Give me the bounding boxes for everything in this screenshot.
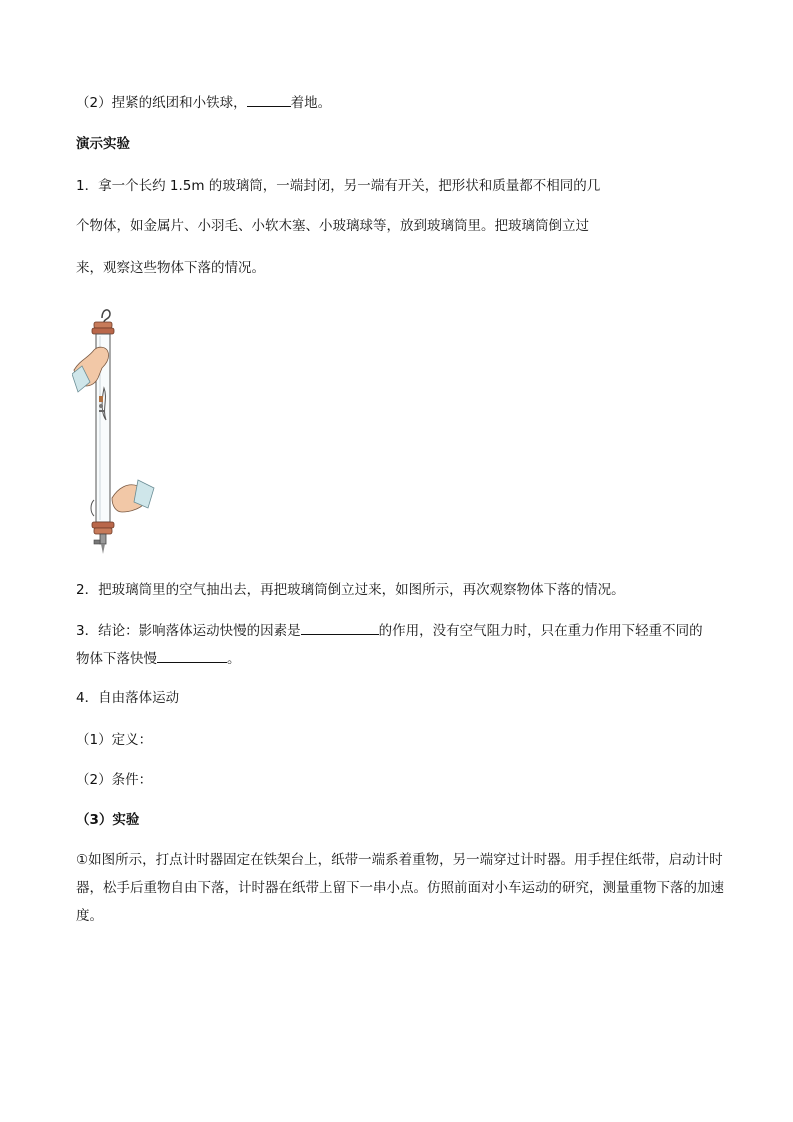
hook-shape <box>102 310 110 322</box>
valve-stem-shape <box>100 534 106 544</box>
item-3-line-2-suffix: 。 <box>227 651 241 667</box>
item-3-prefix: 3．结论：影响落体运动快慢的因素是 <box>76 623 301 639</box>
answer-blank-3[interactable] <box>157 648 227 663</box>
item-4-1: （1）定义： <box>76 732 153 748</box>
glass-tube-illustration <box>72 302 162 560</box>
top-cap-shape <box>94 322 112 328</box>
answer-blank-1[interactable] <box>247 92 291 107</box>
metal-piece-shape <box>99 410 104 412</box>
bottom-cap-shape <box>92 522 114 528</box>
item-3-line-2-prefix: 物体下落快慢 <box>76 651 157 667</box>
cork-shape <box>99 396 103 402</box>
item-3-line-1 <box>76 620 703 641</box>
item-1-line-3: 来，观察这些物体下落的情况。 <box>76 260 265 276</box>
rope-shape <box>91 500 94 516</box>
question-2-line <box>76 92 331 113</box>
experiment-paragraph: ①如图所示，打点计时器固定在铁架台上，纸带一端系着重物，另一端穿过计时器。用手捏住纸带，启动计时器，松手后重物自由下落，计时器在纸带上留下一串小点。仿照前面对小车运动的研究，测量重物下落的加速度。 <box>76 852 724 924</box>
question-2-prefix: （2）捏紧的纸团和小铁球， <box>76 95 247 111</box>
bottom-cap-base-shape <box>94 528 112 534</box>
item-1-line-1: 1．拿一个长约 1.5m 的玻璃筒，一端封闭，另一端有开关，把形状和质量都不相同的几 <box>76 178 601 194</box>
glass-ball-shape <box>99 404 103 408</box>
item-3-line-2 <box>76 648 241 669</box>
item-3-middle: 的作用，没有空气阻力时，只在重力作用下轻重不同的 <box>378 623 703 639</box>
item-4-2: （2）条件： <box>76 772 153 788</box>
item-4-3: （3）实验 <box>76 812 140 828</box>
question-2-suffix: 着地。 <box>290 95 332 111</box>
item-4: 4．自由落体运动 <box>76 690 180 706</box>
answer-blank-2[interactable] <box>301 620 379 635</box>
item-1-line-2: 个物体，如金属片、小羽毛、小软木塞、小玻璃球等，放到玻璃筒里。把玻璃筒倒立过 <box>76 218 589 234</box>
demo-heading: 演示实验 <box>76 136 130 152</box>
top-cap-base-shape <box>92 328 114 334</box>
valve-tip-shape <box>101 544 105 554</box>
item-2: 2．把玻璃筒里的空气抽出去，再把玻璃筒倒立过来，如图所示，再次观察物体下落的情况。 <box>76 582 625 598</box>
valve-handle-shape <box>94 540 100 544</box>
